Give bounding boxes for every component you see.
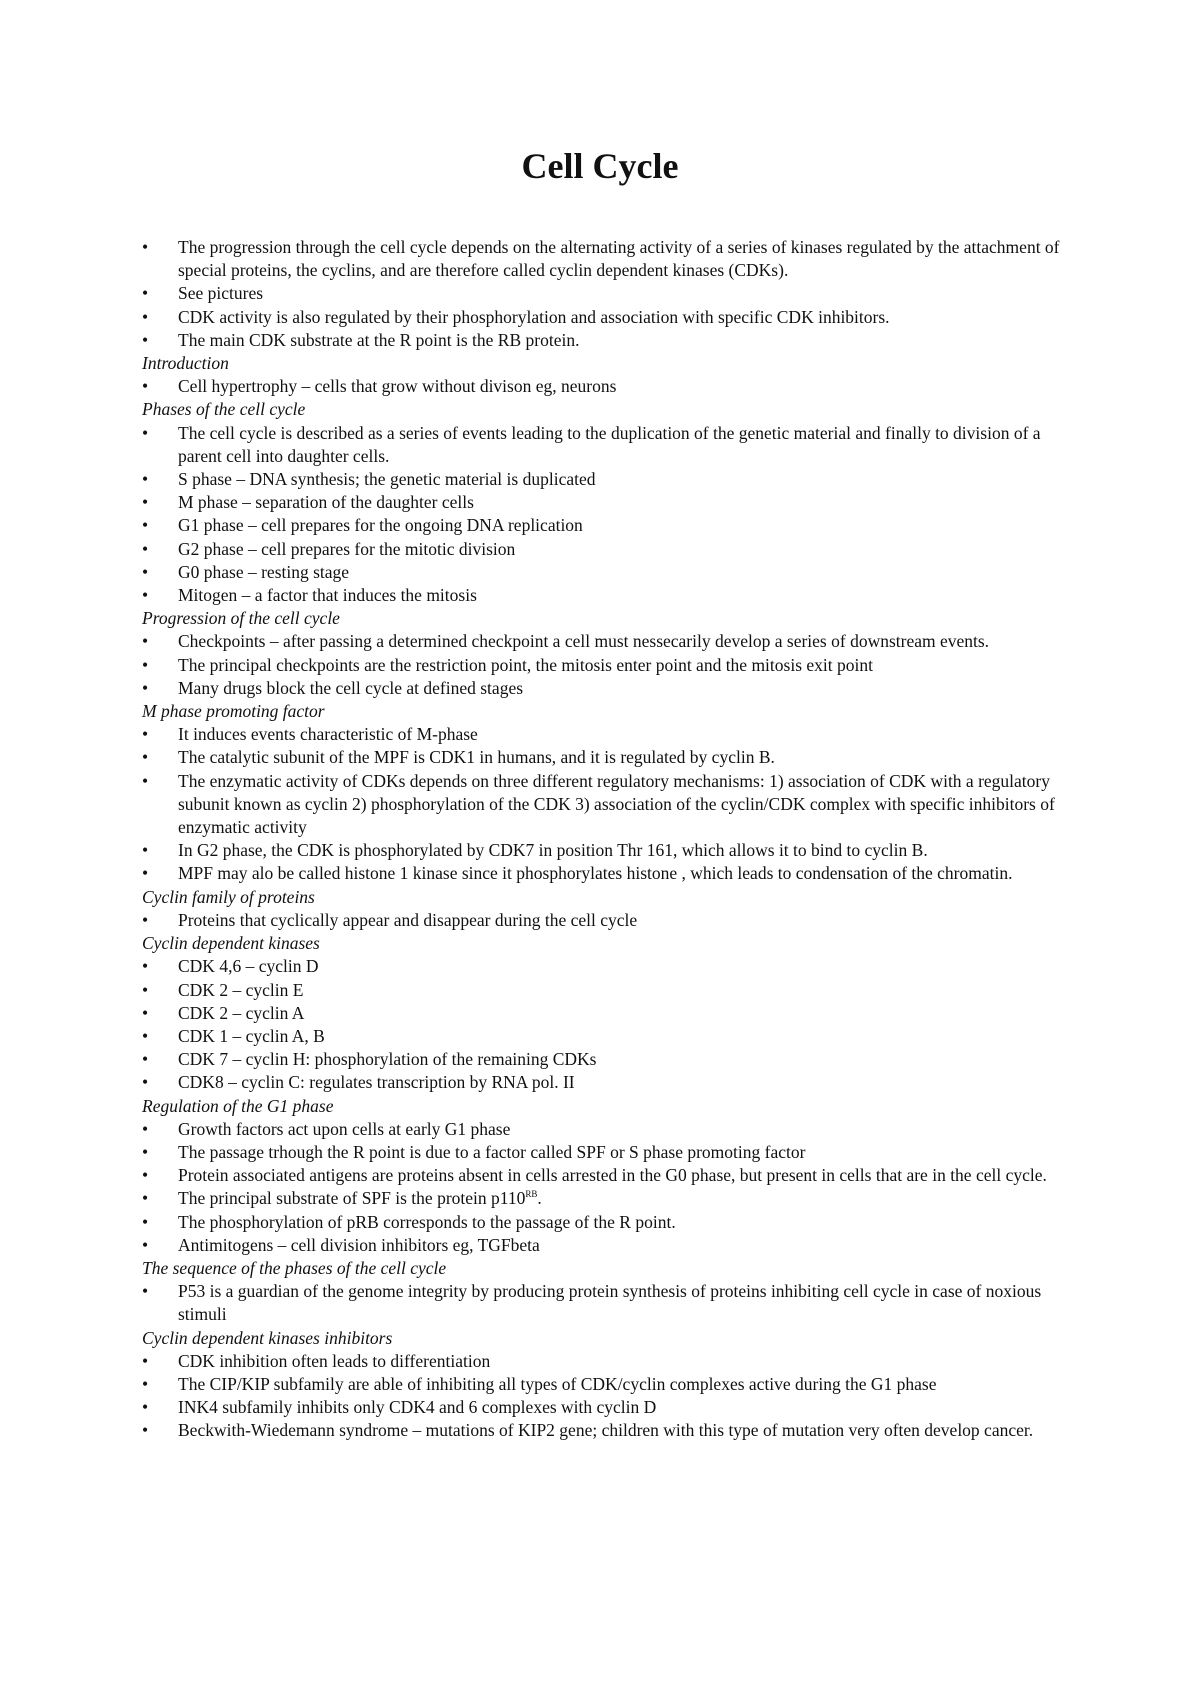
bullet-icon: • [142, 1397, 149, 1418]
bullet-icon: • [142, 840, 149, 861]
bullet-item [142, 282, 1062, 305]
bullet-icon: • [142, 469, 149, 490]
bullet-item [142, 1280, 1062, 1326]
bullet-text: The CIP/KIP subfamily are able of inhibiting all types of CDK/cyclin complexes active during the G1 phase [178, 1373, 937, 1394]
bullet-text: G1 phase – cell prepares for the ongoing DNA replication [178, 515, 583, 536]
bullet-item [142, 1187, 1062, 1210]
section-heading: Regulation of the G1 phase [142, 1095, 334, 1116]
bullet-item [142, 654, 1062, 677]
bullet-icon: • [142, 956, 149, 977]
bullet-icon: • [142, 237, 149, 257]
bullet-icon: • [142, 1002, 149, 1023]
bullet-text: Many drugs block the cell cycle at defined stages [178, 677, 524, 698]
bullet-text: The passage trhough the R point is due to a factor called SPF or S phase promoting factor [178, 1141, 806, 1162]
bullet-item [142, 375, 1062, 398]
bullet-icon: • [142, 561, 149, 582]
bullet-text: M phase – separation of the daughter cells [178, 492, 474, 513]
document-body [142, 236, 1062, 1443]
bullet-text: In G2 phase, the CDK is phosphorylated by CDK7 in position Thr 161, which allows it to bind to cyclin B. [178, 840, 928, 861]
bullet-item [142, 1048, 1062, 1071]
bullet-text: CDK 1 – cyclin A, B [178, 1025, 325, 1046]
bullet-item [142, 746, 1062, 769]
bullet-item [142, 236, 1062, 282]
bullet-icon: • [142, 1373, 149, 1394]
bullet-text: See pictures [178, 283, 264, 304]
bullet-item [142, 862, 1062, 885]
bullet-text: Cell hypertrophy – cells that grow without divison eg, neurons [178, 376, 617, 397]
bullet-icon: • [142, 1165, 149, 1186]
bullet-icon: • [142, 1049, 149, 1070]
bullet-text: G2 phase – cell prepares for the mitotic division [178, 538, 516, 559]
bullet-text: CDK activity is also regulated by their phosphorylation and association with specific CDK inhibitors. [178, 306, 890, 327]
bullet-icon: • [142, 283, 149, 304]
bullet-item [142, 422, 1062, 468]
bullet-item [142, 514, 1062, 537]
bullet-text: CDK 4,6 – cyclin D [178, 956, 319, 977]
bullet-icon: • [142, 422, 149, 443]
bullet-icon: • [142, 376, 149, 397]
bullet-icon: • [142, 329, 149, 350]
bullet-item [142, 1118, 1062, 1141]
bullet-text: CDK inhibition often leads to differentiation [178, 1350, 491, 1371]
bullet-icon: • [142, 1141, 149, 1162]
bullet-icon: • [142, 585, 149, 606]
bullet-text: The enzymatic activity of CDKs depends on three different regulatory mechanisms: 1) association of CDK with a regulatory subunit known as cyclin 2) phosphorylation of the CDK 3) association of the cyclin/CDK complex with specific inhibitors of enzymatic activity [178, 770, 1055, 838]
superscript: RB [525, 1189, 538, 1200]
bullet-text: The principal checkpoints are the restriction point, the mitosis enter point and the mitosis exit point [178, 654, 873, 675]
bullet-icon: • [142, 1072, 149, 1093]
bullet-icon: • [142, 863, 149, 884]
bullet-item [142, 584, 1062, 607]
page-title: Cell Cycle [521, 146, 679, 186]
bullet-text: S phase – DNA synthesis; the genetic material is duplicated [178, 469, 596, 490]
bullet-icon: • [142, 747, 149, 768]
bullet-text: CDK 2 – cyclin E [178, 979, 304, 1000]
bullet-item [142, 909, 1062, 932]
bullet-text: Mitogen – a factor that induces the mitosis [178, 585, 477, 606]
bullet-text: The cell cycle is described as a series of events leading to the duplication of the genetic material and finally to division of a parent cell into daughter cells. [178, 422, 1041, 466]
bullet-text: INK4 subfamily inhibits only CDK4 and 6 complexes with cyclin D [178, 1397, 657, 1418]
bullet-text: Proteins that cyclically appear and disappear during the cell cycle [178, 909, 638, 930]
bullet-text: Checkpoints – after passing a determined checkpoint a cell must nessecarily develop a series of downstream events. [178, 631, 990, 652]
bullet-item [142, 723, 1062, 746]
bullet-icon: • [142, 677, 149, 698]
bullet-icon: • [142, 909, 149, 930]
bullet-item [142, 306, 1062, 329]
bullet-icon: • [142, 1350, 149, 1371]
bullet-item [142, 839, 1062, 862]
bullet-icon: • [142, 1420, 149, 1441]
bullet-text: The catalytic subunit of the MPF is CDK1 in humans, and it is regulated by cyclin B. [178, 747, 775, 768]
bullet-item [142, 468, 1062, 491]
bullet-icon: • [142, 1234, 149, 1255]
bullet-text: The progression through the cell cycle depends on the alternating activity of a series of kinases regulated by the attachment of special proteins, the cyclins, and are therefore called cyclin dependent kinases (CDKs). [178, 237, 1060, 281]
bullet-icon: • [142, 306, 149, 327]
bullet-item [142, 1002, 1062, 1025]
bullet-text: Protein associated antigens are proteins absent in cells arrested in the G0 phase, but present in cells that are in the cell cycle. [178, 1165, 1047, 1186]
bullet-item [142, 1071, 1062, 1094]
bullet-text: It induces events characteristic of M-phase [178, 724, 478, 745]
bullet-item [142, 329, 1062, 352]
bullet-text: G0 phase – resting stage [178, 561, 350, 582]
bullet-icon: • [142, 1118, 149, 1139]
section-heading: Cyclin dependent kinases inhibitors [142, 1327, 393, 1348]
bullet-item [142, 1419, 1062, 1442]
bullet-icon: • [142, 1281, 149, 1302]
section-heading: Phases of the cell cycle [142, 399, 306, 420]
bullet-item [142, 979, 1062, 1002]
section-heading: Progression of the cell cycle [142, 608, 340, 629]
bullet-icon: • [142, 1211, 149, 1232]
bullet-text: The principal substrate of SPF is the protein p110 [178, 1188, 526, 1209]
bullet-item [142, 1141, 1062, 1164]
bullet-text: Antimitogens – cell division inhibitors eg, TGFbeta [178, 1234, 540, 1255]
bullet-text: The phosphorylation of pRB corresponds to the passage of the R point. [178, 1211, 676, 1232]
bullet-item [142, 1164, 1062, 1187]
section-heading: Introduction [142, 353, 229, 374]
section-heading: The sequence of the phases of the cell cycle [142, 1257, 447, 1278]
section-heading: Cyclin family of proteins [142, 886, 315, 907]
bullet-text-tail: . [537, 1188, 542, 1209]
section-heading: M phase promoting factor [142, 701, 325, 722]
bullet-item [142, 677, 1062, 700]
bullet-item [142, 630, 1062, 653]
bullet-text: P53 is a guardian of the genome integrity by producing protein synthesis of proteins inhibiting cell cycle in case of noxious stimuli [178, 1281, 1042, 1325]
bullet-item [142, 1396, 1062, 1419]
bullet-icon: • [142, 1188, 149, 1209]
bullet-item [142, 538, 1062, 561]
bullet-text: CDK8 – cyclin C: regulates transcription by RNA pol. II [178, 1072, 575, 1093]
bullet-icon: • [142, 654, 149, 675]
bullet-item [142, 1025, 1062, 1048]
bullet-icon: • [142, 538, 149, 559]
bullet-text: Beckwith-Wiedemann syndrome – mutations of KIP2 gene; children with this type of mutation very often develop cancer. [178, 1420, 1034, 1441]
bullet-item [142, 1373, 1062, 1396]
bullet-item [142, 1350, 1062, 1373]
bullet-item [142, 955, 1062, 978]
bullet-icon: • [142, 979, 149, 1000]
bullet-text: Growth factors act upon cells at early G1 phase [178, 1118, 511, 1139]
bullet-text: The main CDK substrate at the R point is the RB protein. [178, 329, 580, 350]
bullet-icon: • [142, 631, 149, 652]
bullet-icon: • [142, 515, 149, 536]
section-heading: Cyclin dependent kinases [142, 933, 320, 954]
bullet-text: CDK 7 – cyclin H: phosphorylation of the remaining CDKs [178, 1049, 597, 1070]
bullet-icon: • [142, 1025, 149, 1046]
bullet-text: MPF may alo be called histone 1 kinase since it phosphorylates histone , which leads to condensation of the chromatin. [178, 863, 1013, 884]
bullet-icon: • [142, 724, 149, 745]
bullet-item [142, 770, 1062, 840]
bullet-item [142, 1211, 1062, 1234]
bullet-item [142, 561, 1062, 584]
bullet-icon: • [142, 770, 149, 791]
bullet-item [142, 1234, 1062, 1257]
bullet-text: CDK 2 – cyclin A [178, 1002, 305, 1023]
bullet-item [142, 491, 1062, 514]
bullet-icon: • [142, 492, 149, 513]
